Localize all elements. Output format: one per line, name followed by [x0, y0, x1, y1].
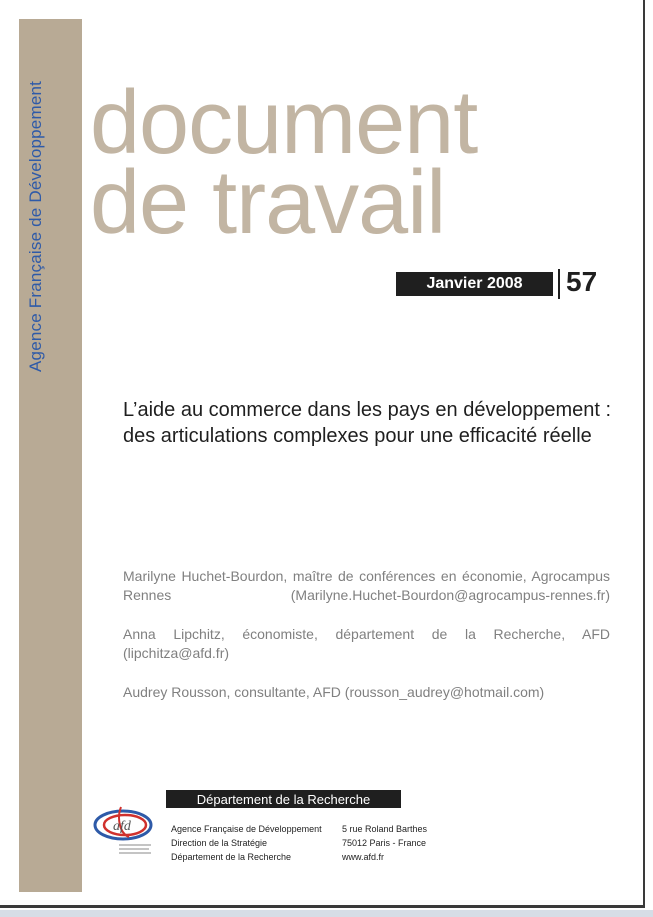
footer-org-direction: Direction de la Stratégie [171, 838, 268, 848]
title-line-1: document [90, 73, 478, 173]
footer-website[interactable]: www.afd.fr [342, 852, 385, 862]
footer-street: 5 rue Roland Barthes [342, 824, 428, 834]
footer-city: 75012 Paris - France [342, 838, 427, 848]
issue-number: 57 [566, 266, 598, 297]
footer-organization [171, 822, 322, 864]
author-1: Marilyne Huchet-Bourdon, maître de conférences en économie, Agrocampus Rennes (Marilyne.Huchet-Bourdon@agrocampus-rennes.fr) [123, 568, 610, 603]
svg-text:afd: afd [113, 819, 131, 834]
footer-org-department: Département de la Recherche [171, 852, 292, 862]
footer-address [342, 822, 427, 864]
afd-logo-icon [91, 803, 157, 861]
sidebar-vertical-text: Agence Française de Développement [26, 80, 45, 372]
author-2: Anna Lipchitz, économiste, département de la Recherche, AFD (lipchitza@afd.fr) [123, 626, 610, 661]
department-label: Département de la Recherche [166, 790, 401, 808]
footer-org-name: Agence Française de Développement [171, 824, 322, 834]
issue-date: Janvier 2008 [396, 272, 553, 296]
document-title: L’aide au commerce dans les pays en développement : des articulations complexes pour une efficacité réelle [123, 399, 612, 447]
author-3: Audrey Rousson, consultante, AFD (rousson_audrey@hotmail.com) [123, 684, 545, 700]
title-line-2: de travail [90, 153, 446, 253]
bottom-shadow [0, 910, 653, 917]
issue-divider [558, 269, 560, 299]
